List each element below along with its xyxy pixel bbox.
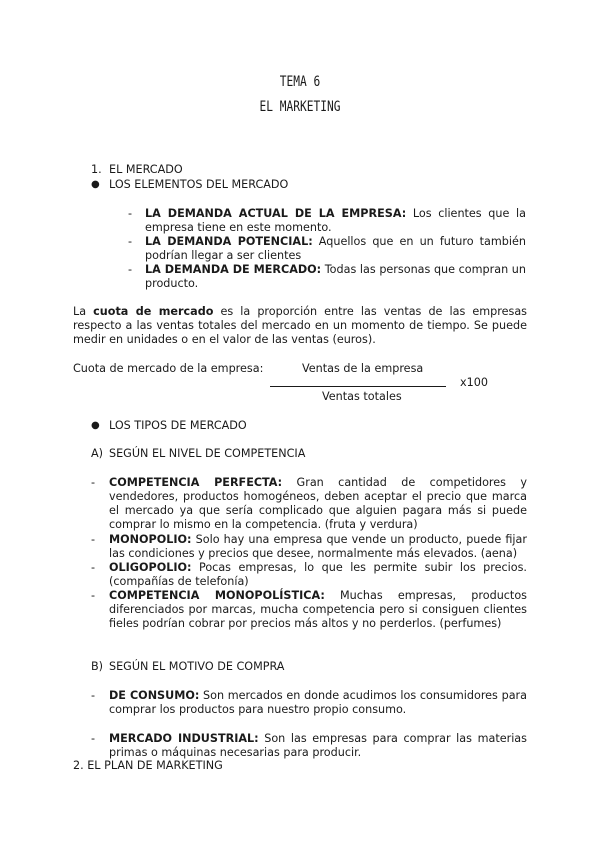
list-item-mercado-industrial <box>109 732 527 760</box>
definition: Los clientes que la empresa tiene en este momento. <box>145 207 526 234</box>
formula-label: Cuota de mercado de la empresa: <box>73 362 264 375</box>
formula-multiplier: x100 <box>460 376 488 389</box>
section-heading-plan-marketing: 2. EL PLAN DE MARKETING <box>73 759 223 772</box>
list-item-oligopolio <box>109 561 527 589</box>
page-title-line2: EL MARKETING <box>259 99 341 115</box>
formula-numerator: Ventas de la empresa <box>302 362 424 375</box>
definition: Todas las personas que compran un producto. <box>145 263 526 290</box>
text: La <box>73 305 94 318</box>
term: MERCADO INDUSTRIAL: <box>109 732 259 745</box>
term: COMPETENCIA MONOPOLÍSTICA: <box>109 589 325 602</box>
definition: Son mercados en donde acudimos los consumidores para comprar los productos para nuestro propio consumo. <box>109 689 527 716</box>
dash-icon: - <box>91 561 96 574</box>
list-item-demanda-actual <box>145 207 526 235</box>
heading-motivo-compra: SEGÚN EL MOTIVO DE COMPRA <box>109 660 285 673</box>
list-item-monopolio <box>109 533 527 561</box>
section-letter-a: A) <box>91 447 104 460</box>
definition: Pocas empresas, lo que les permite subir los precios. (compañías de telefonía) <box>109 561 527 588</box>
dash-icon: - <box>91 732 96 745</box>
definition: Aquellos que en un futuro también podrían llegar a ser clientes <box>145 235 526 262</box>
term: MONOPOLIO: <box>109 533 192 546</box>
list-item-demanda-mercado <box>145 263 526 291</box>
term: cuota de mercado <box>93 305 214 318</box>
fraction-line <box>270 386 446 387</box>
heading-competencia: SEGÚN EL NIVEL DE COMPETENCIA <box>109 447 306 460</box>
term: DE CONSUMO: <box>109 689 200 702</box>
dash-icon: - <box>91 689 96 702</box>
page-title-line1: TEMA 6 <box>279 74 321 90</box>
heading-tipos: LOS TIPOS DE MERCADO <box>109 419 247 432</box>
dash-icon: - <box>128 207 133 220</box>
term: COMPETENCIA PERFECTA: <box>109 476 283 489</box>
list-item-demanda-potencial <box>145 235 526 263</box>
section-number: 1. <box>91 163 102 176</box>
dash-icon: - <box>91 476 96 489</box>
text: es la proporción entre las ventas de las empresas respecto a las ventas totales del mercado en un momento de tiempo. Se puede medir en unidades o en el valor de las ventas (euros). <box>73 305 528 346</box>
heading-elementos: LOS ELEMENTOS DEL MERCADO <box>109 178 289 191</box>
definition: Muchas empresas, productos diferenciados por marcas, mucha competencia pero si consiguen clientes fieles podrían cobrar por precios más altos y no perderlos. (perfumes) <box>109 589 527 630</box>
term: LA DEMANDA ACTUAL DE LA EMPRESA: <box>145 207 407 220</box>
list-item-competencia-monopolistica <box>109 589 527 631</box>
formula-denominator: Ventas totales <box>322 390 402 403</box>
bullet-icon: ● <box>91 420 100 431</box>
definition: Solo hay una empresa que vende un producto, puede fijar las condiciones y precios que desee, normalmente más elevados. (aena) <box>109 533 527 560</box>
dash-icon: - <box>91 589 96 602</box>
definition: Gran cantidad de competidores y vendedores, productos homogéneos, deben aceptar el precio que marca el mercado ya que sería complicado que alguien pagara más si puede comprar lo mismo en la competencia. (fruta y verdura) <box>109 476 527 531</box>
bullet-icon: ● <box>91 179 100 190</box>
list-item-de-consumo <box>109 689 527 717</box>
dash-icon: - <box>128 263 133 276</box>
term: OLIGOPOLIO: <box>109 561 192 574</box>
list-item-competencia-perfecta <box>109 476 527 532</box>
dash-icon: - <box>91 533 96 546</box>
paragraph-cuota <box>73 305 527 347</box>
term: LA DEMANDA POTENCIAL: <box>145 235 313 248</box>
section-heading-mercado: EL MERCADO <box>109 163 183 176</box>
section-letter-b: B) <box>91 660 104 673</box>
definition: Son las empresas para comprar las materias primas o máquinas necesarias para producir. <box>109 732 527 759</box>
dash-icon: - <box>128 235 133 248</box>
term: LA DEMANDA DE MERCADO: <box>145 263 322 276</box>
